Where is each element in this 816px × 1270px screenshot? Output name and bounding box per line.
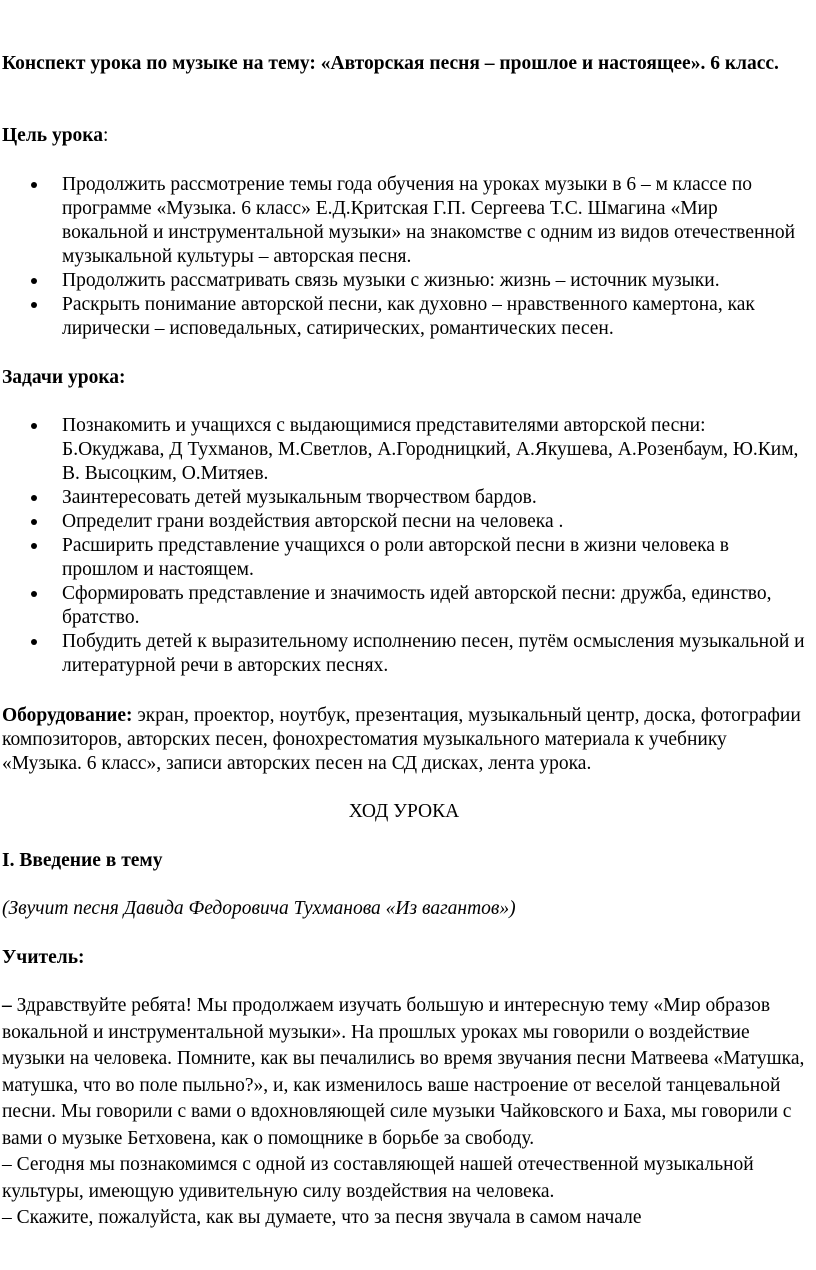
- document-title: Конспект урока по музыке на тему: «Авторская песня – прошлое и настоящее». 6 класс.: [2, 53, 779, 74]
- speaker-label: Учитель:: [2, 947, 85, 968]
- goal-item: Продолжить рассматривать связь музыки с жизнью: жизнь – источник музыки.: [2, 269, 806, 293]
- task-item: Определит грани воздействия авторской песни на человека .: [2, 510, 806, 534]
- section1-note: (Звучит песня Давида Федоровича Тухманова «Из вагантов»): [2, 898, 516, 919]
- speech-paragraph-1: – Здравствуйте ребята! Мы продолжаем изучать большую и интересную тему «Мир образов вокальной и инструментальной музыки». На прошлых уроках мы говорили о воздействие музыки на человека. Помните, как вы печалились во время звучания песни Матвеева «Матушка, матушка, что во поле пыльно?», и, как изменилось ваше настроение от веселой танцевальной песни. Мы говорили с вами о вдохновляющей силе музыки Чайковского и Баха, мы говорили с вами о музыке Бетховена, как о помощнике в борьбе за свободу.: [2, 995, 805, 1149]
- section1-heading: I. Введение в тему: [2, 850, 163, 871]
- goal-list: [2, 173, 806, 341]
- task-item: Заинтересовать детей музыкальным творчеством бардов.: [2, 486, 806, 510]
- speech-paragraph-2: – Сегодня мы познакомимся с одной из составляющей нашей отечественной музыкальной культуры, имеющую удивительную силу воздействия на человека.: [2, 1154, 754, 1202]
- task-item: Побудить детей к выразительному исполнению песен, путём осмысления музыкальной и литературной речи в авторских песнях.: [2, 630, 806, 678]
- lesson-heading: ХОД УРОКА: [348, 801, 460, 822]
- equipment-label: Оборудование:: [2, 705, 133, 726]
- tasks-list: [2, 414, 806, 678]
- goal-colon: :: [103, 125, 109, 146]
- teacher-speech: [2, 993, 806, 1232]
- tasks-heading: Задачи урока:: [2, 367, 126, 388]
- task-item: Расширить представление учащихся о роли авторской песни в жизни человека в прошлом и настоящем.: [2, 534, 806, 582]
- goal-item: Раскрыть понимание авторской песни, как духовно – нравственного камертона, как лирически – исповедальных, сатирических, романтических песен.: [2, 293, 806, 341]
- equipment-text: экран, проектор, ноутбук, презентация, музыкальный центр, доска, фотографии композиторов, авторских песен, фонохрестоматия музыкального материала к учебнику «Музыка. 6 класс», записи авторских песен на СД дисках, лента урока.: [2, 705, 801, 774]
- task-item: Познакомить и учащихся с выдающимися представителями авторской песни: Б.Окуджава, Д Тухманов, М.Светлов, А.Городницкий, А.Якушева, А.Розенбаум, Ю.Ким, В. Высоцким, О.Митяев.: [2, 414, 806, 486]
- task-item: Сформировать представление и значимость идей авторской песни: дружба, единство, братство.: [2, 582, 806, 630]
- equipment-paragraph: [2, 704, 806, 776]
- goal-heading-line: [2, 124, 806, 148]
- speech-dash: –: [2, 995, 12, 1016]
- goal-item: Продолжить рассмотрение темы года обучения на уроках музыки в 6 – м классе по программе «Музыка. 6 класс» Е.Д.Критская Г.П. Сергеева Т.С. Шмагина «Мир вокальной и инструментальной музыки» на знакомстве с одним из видов отечественной музыкальной культуры – авторская песня.: [2, 173, 806, 269]
- speech-paragraph-3: – Скажите, пожалуйста, как вы думаете, что за песня звучала в самом начале: [2, 1207, 642, 1228]
- goal-heading: Цель урока: [2, 125, 103, 146]
